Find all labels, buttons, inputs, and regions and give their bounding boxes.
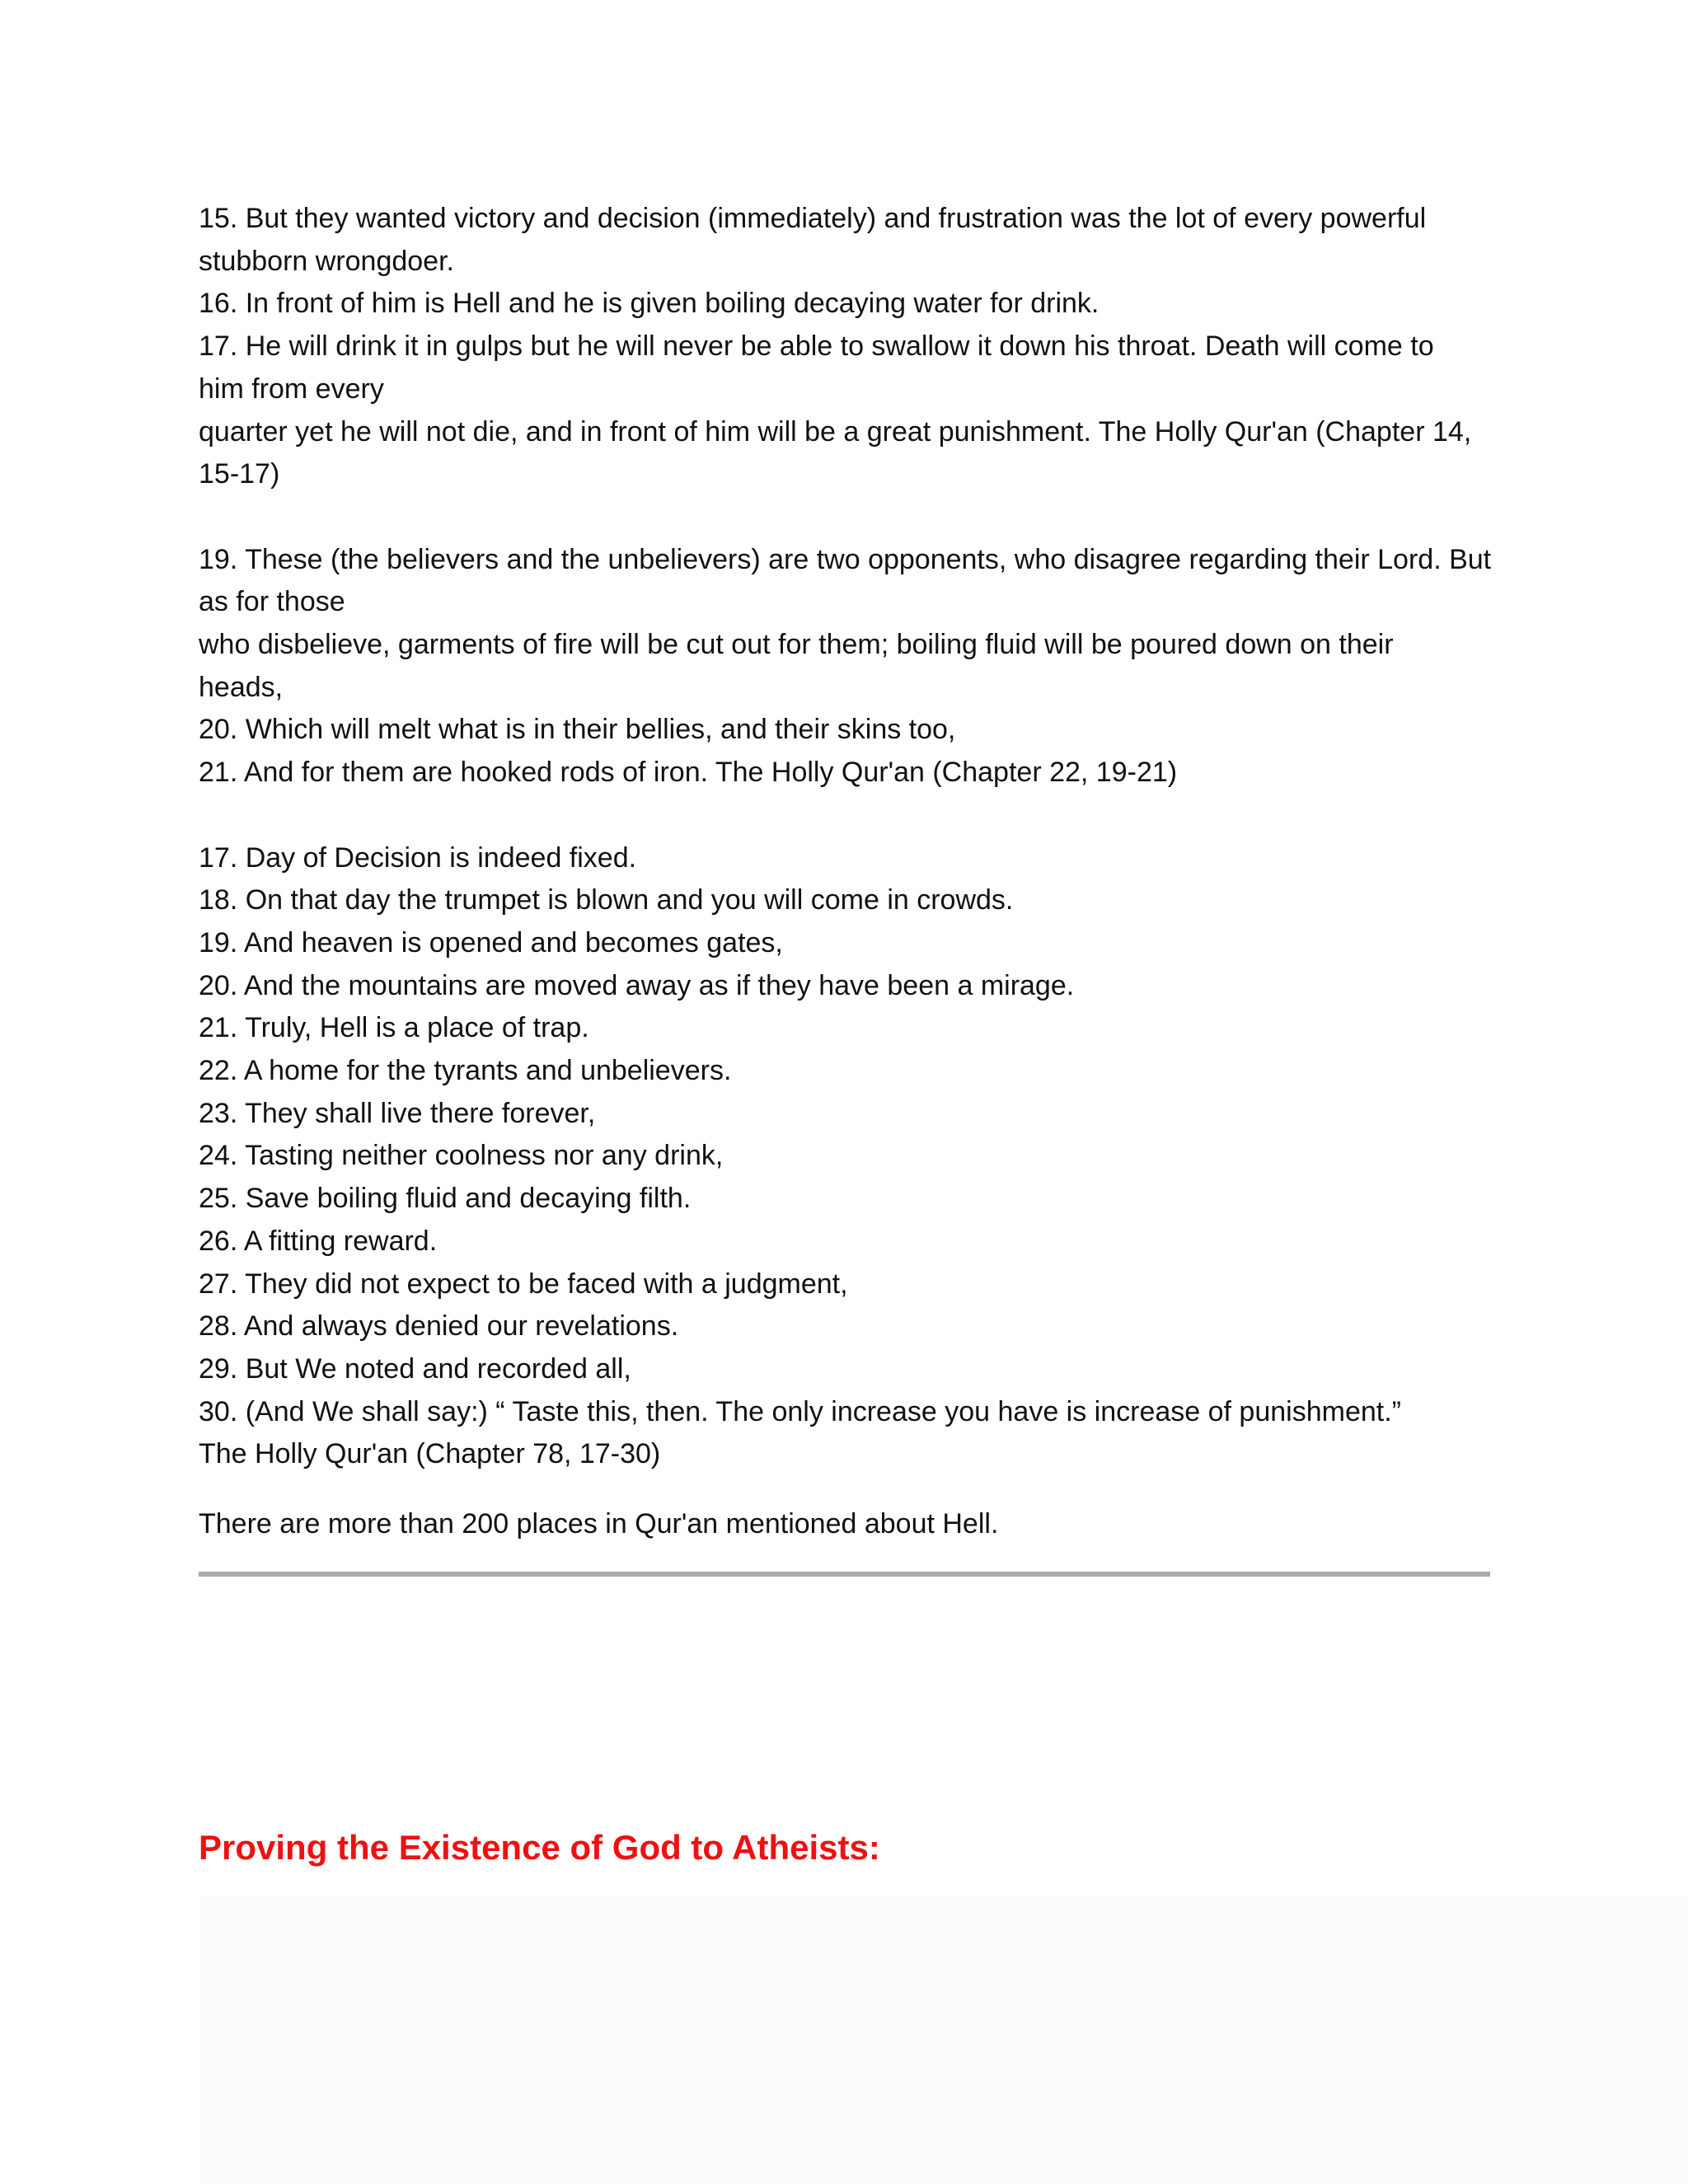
text-line: 29. But We noted and recorded all, bbox=[199, 1352, 631, 1385]
text-line: 21. Truly, Hell is a place of trap. bbox=[199, 1012, 589, 1044]
passage-chapter-14 bbox=[199, 198, 1493, 496]
text-line: 25. Save boiling fluid and decaying filth. bbox=[199, 1183, 692, 1215]
passage-chapter-78 bbox=[199, 837, 1493, 1477]
text-line: 16. In front of him is Hell and he is given boiling decaying water for drink. bbox=[199, 288, 1100, 320]
text-line: 15. But they wanted victory and decision (immediately) and frustration was the lot of every powerful bbox=[199, 203, 1427, 234]
text-line: 20. And the mountains are moved away as if they have been a mirage. bbox=[199, 969, 1075, 1001]
text-line: who disbelieve, garments of fire will be cut out for them; boiling fluid will be poured down on their bbox=[199, 629, 1394, 661]
text-line: The Holly Qur'an (Chapter 78, 17-30) bbox=[199, 1438, 661, 1470]
text-line: 21. And for them are hooked rods of iron. The Holly Qur'an (Chapter 22, 19-21) bbox=[199, 757, 1178, 789]
section-heading: Proving the Existence of God to Atheists: bbox=[199, 1828, 880, 1867]
text-line: quarter yet he will not die, and in front of him will be a great punishment. The Holly Qur'an (Chapter 14, bbox=[199, 415, 1472, 448]
closing-note: There are more than 200 places in Qur'an mentioned about Hell. bbox=[199, 1508, 999, 1540]
text-line: 19. And heaven is opened and becomes gates, bbox=[199, 926, 783, 958]
text-line: heads, bbox=[199, 671, 284, 703]
document-body bbox=[199, 198, 1493, 1546]
text-line: 30. (And We shall say:) “ Taste this, then. The only increase you have is increase of punishment.” bbox=[199, 1395, 1401, 1427]
text-line: stubborn wrongdoer. bbox=[199, 245, 454, 277]
text-line: 22. A home for the tyrants and unbelievers. bbox=[199, 1055, 732, 1087]
text-line: 15-17) bbox=[199, 458, 280, 490]
text-line: 20. Which will melt what is in their bellies, and their skins too, bbox=[199, 714, 956, 746]
paragraph-gap bbox=[199, 1476, 1493, 1503]
text-line: 28. And always denied our revelations. bbox=[199, 1310, 679, 1343]
text-line: him from every bbox=[199, 373, 384, 405]
text-line: 18. On that day the trumpet is blown and you will come in crowds. bbox=[199, 884, 1014, 916]
paragraph-gap bbox=[199, 496, 1493, 539]
text-line: 23. They shall live there forever, bbox=[199, 1097, 596, 1129]
paragraph-gap bbox=[199, 794, 1493, 837]
text-line: 24. Tasting neither coolness nor any drink, bbox=[199, 1140, 724, 1172]
text-line: 17. Day of Decision is indeed fixed. bbox=[199, 841, 637, 874]
text-line: 27. They did not expect to be faced with a judgment, bbox=[199, 1268, 848, 1300]
text-line: 19. These (the believers and the unbelievers) are two opponents, who disagree regarding their Lord. But bbox=[199, 543, 1492, 575]
text-line: 26. A fitting reward. bbox=[199, 1225, 438, 1257]
text-line: 17. He will drink it in gulps but he will never be able to swallow it down his throat. Death will come to bbox=[199, 330, 1434, 363]
shaded-area bbox=[199, 1896, 1688, 2184]
horizontal-divider bbox=[199, 1572, 1490, 1577]
passage-chapter-22 bbox=[199, 539, 1493, 794]
text-line: as for those bbox=[199, 586, 345, 618]
